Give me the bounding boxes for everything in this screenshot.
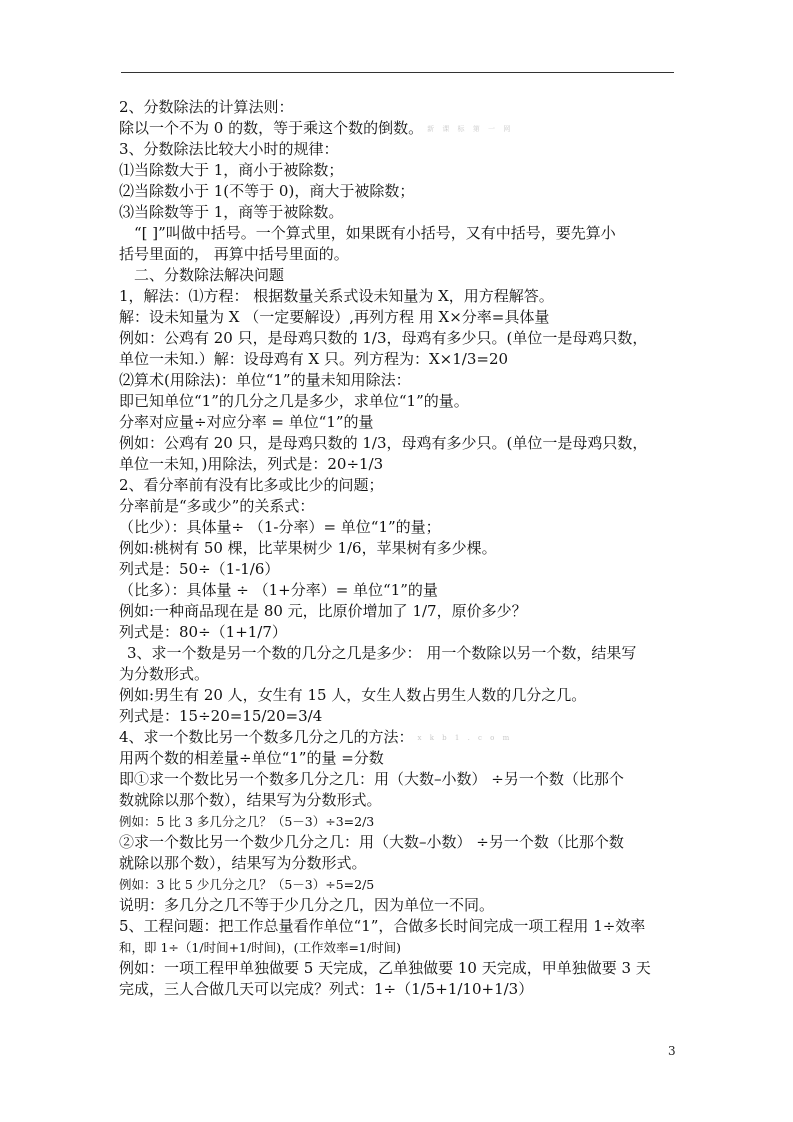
text-line: 例如:一种商品现在是 80 元，比原价增加了 1/7，原价多少？ bbox=[119, 602, 527, 620]
text-line: 单位一未知，)用除法，列式是：20÷1/3 bbox=[119, 455, 384, 473]
text-line: ⑴当除数大于 1，商小于被除数； bbox=[119, 161, 344, 179]
text-line: 例如:桃树有 50 棵，比苹果树少 1/6，苹果树有多少棵。 bbox=[119, 539, 497, 557]
text-line: 例如：3 比 5 少几分之几？（5－3）÷5=2/5 bbox=[119, 877, 375, 892]
text-line: 1，解法：⑴方程： 根据数量关系式设未知量为 X，用方程解答。 bbox=[119, 287, 554, 305]
text-line: 2、看分率前有没有比多或比少的问题； bbox=[119, 476, 384, 494]
page-number: 3 bbox=[668, 1044, 676, 1058]
text-line: 为分数形式。 bbox=[119, 665, 210, 683]
text-line: 完成，三人合做几天可以完成？列式：1÷（1/5+1/10+1/3） bbox=[119, 980, 534, 998]
body-text bbox=[119, 97, 679, 1000]
text-line: 除以一个不为 0 的数，等于乘这个数的倒数。 新 课 标 第 一 网 bbox=[119, 119, 514, 137]
text-line: 和，即 1÷（1/时间+1/时间)，(工作效率=1/时间) bbox=[119, 940, 401, 955]
text-line: 解：设未知量为 X （一定要解设）,再列方程 用 X×分率=具体量 bbox=[119, 308, 550, 326]
text-line: （比少）：具体量÷ （1-分率）= 单位“1”的量； bbox=[119, 518, 441, 536]
text-line: ⑶当除数等于 1，商等于被除数。 bbox=[119, 203, 344, 221]
watermark: 新 课 标 第 一 网 bbox=[427, 124, 514, 133]
text-line: ②求一个数比另一个数少几分之几：用（大数–小数） ÷另一个数（比那个数 bbox=[119, 833, 624, 851]
text-line: 括号里面的， 再算中括号里面的。 bbox=[119, 245, 349, 263]
text-line: 例如：5 比 3 多几分之几？（5－3）÷3=2/3 bbox=[119, 814, 375, 829]
text-line: 列式是：50÷（1-1/6） bbox=[119, 560, 280, 578]
text-line: 即①求一个数比另一个数多几分之几：用（大数–小数） ÷另一个数（比那个 bbox=[119, 770, 624, 788]
text-line: ⑵算术(用除法)：单位“1”的量未知用除法： bbox=[119, 371, 411, 389]
text-line: 列式是：80÷（1+1/7） bbox=[119, 623, 287, 641]
text-line: 数就除以那个数），结果写为分数形式。 bbox=[119, 791, 382, 809]
text-line: 用两个数的相差量÷单位“1”的量 =分数 bbox=[119, 749, 384, 767]
header-rule bbox=[121, 72, 674, 73]
text-line: 2、分数除法的计算法则： bbox=[119, 98, 294, 116]
text-line: 4、求一个数比另一个数多几分之几的方法： x k b 1 . c o m bbox=[119, 728, 513, 746]
text-line: 5、工程问题：把工作总量看作单位“1”，合做多长时间完成一项工程用 1÷效率 bbox=[119, 917, 646, 935]
text-line: 说明：多几分之几不等于少几分之几，因为单位一不同。 bbox=[119, 896, 495, 914]
text-line: 单位一未知.）解：设母鸡有 X 只。列方程为：X×1/3=20 bbox=[119, 350, 509, 368]
text-line: 即已知单位“1”的几分之几是多少，求单位“1”的量。 bbox=[119, 392, 469, 410]
text-line: 例如:男生有 20 人，女生有 15 人，女生人数占男生人数的几分之几。 bbox=[119, 686, 587, 704]
text-line: 例如：公鸡有 20 只，是母鸡只数的 1/3，母鸡有多少只。(单位一是母鸡只数， bbox=[119, 434, 648, 452]
text-line: “[ ]”叫做中括号。一个算式里，如果既有小括号，又有中括号，要先算小 bbox=[134, 224, 616, 242]
text-line: 分率对应量÷对应分率 = 单位“1”的量 bbox=[119, 413, 374, 431]
watermark: x k b 1 . c o m bbox=[417, 733, 513, 742]
text-line: 例如：一项工程甲单独做要 5 天完成，乙单独做要 10 天完成，甲单独做要 3 天 bbox=[119, 959, 651, 977]
section-heading: 二、分数除法解决问题 bbox=[134, 266, 285, 284]
text-line: 3、分数除法比较大小时的规律： bbox=[119, 140, 339, 158]
text-line: （比多）：具体量 ÷ （1+分率）= 单位“1”的量 bbox=[119, 581, 438, 599]
text-line: 列式是：15÷20=15/20=3/4 bbox=[119, 707, 323, 725]
text-line: 分率前是“多或少”的关系式： bbox=[119, 497, 315, 515]
text-line: 例如：公鸡有 20 只，是母鸡只数的 1/3，母鸡有多少只。(单位一是母鸡只数， bbox=[119, 329, 648, 347]
text-line: 3、求一个数是另一个数的几分之几是多少： 用一个数除以另一个数，结果写 bbox=[127, 644, 637, 662]
text-line: ⑵当除数小于 1(不等于 0)，商大于被除数； bbox=[119, 182, 415, 200]
text-line: 就除以那个数），结果写为分数形式。 bbox=[119, 854, 367, 872]
